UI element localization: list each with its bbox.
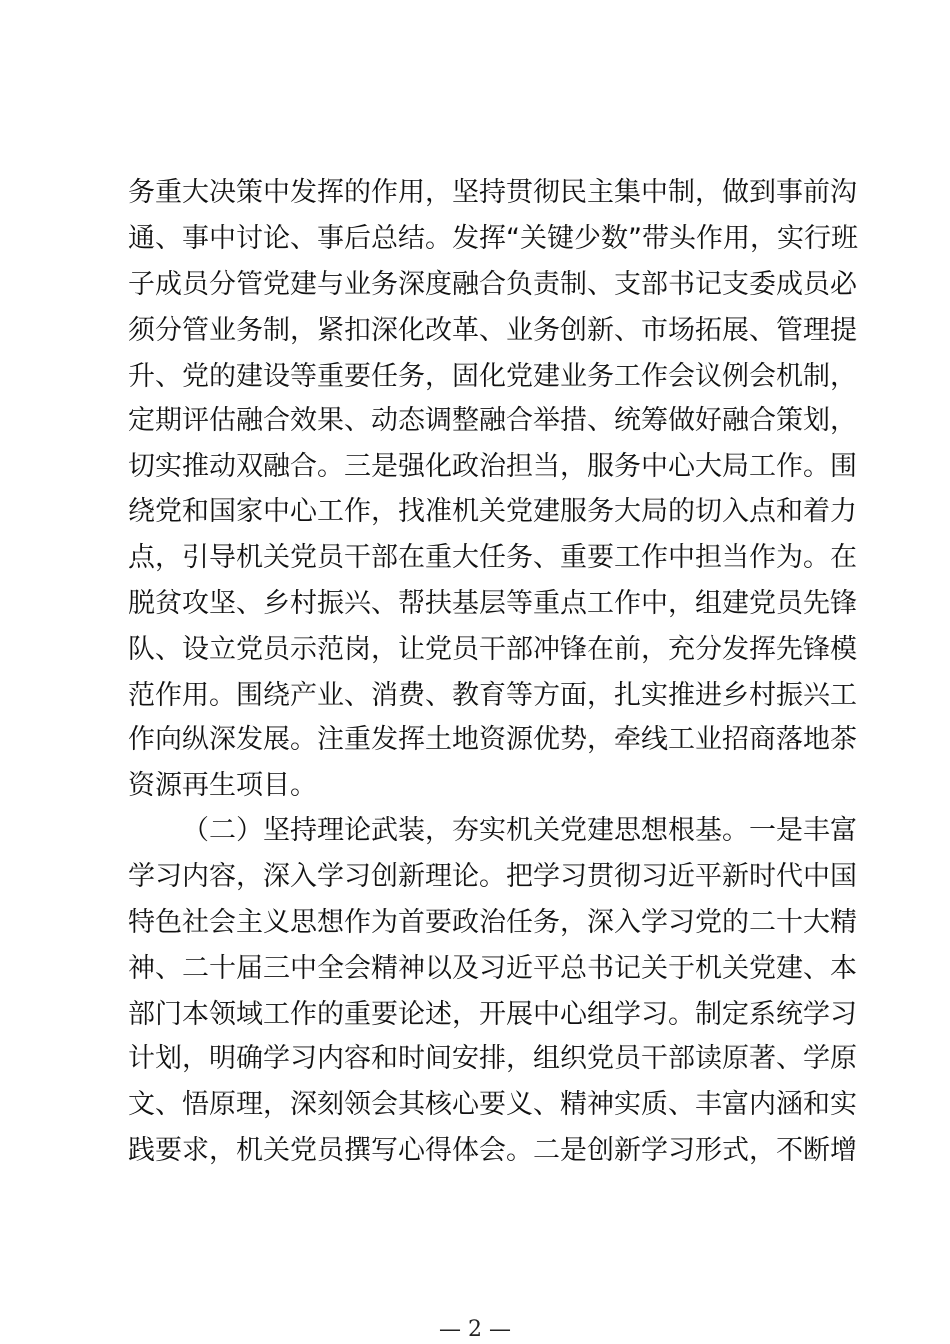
- body-text-line: 升、党的建设等重要任务，固化党建业务工作会议例会机制，: [128, 361, 857, 392]
- body-text-line: 资源再生项目。: [128, 770, 317, 801]
- body-text-line: 计划，明确学习内容和时间安排，组织党员干部读原著、学原: [128, 1043, 857, 1074]
- body-text-line: 作向纵深发展。注重发挥土地资源优势，牵线工业招商落地茶: [128, 724, 857, 755]
- body-text-line: 队、设立党员示范岗，让党员干部冲锋在前，充分发挥先锋模: [128, 634, 857, 665]
- body-text-line: 务重大决策中发挥的作用，坚持贯彻民主集中制，做到事前沟: [128, 177, 857, 208]
- body-text-line: 神、二十届三中全会精神以及习近平总书记关于机关党建、本: [128, 953, 857, 984]
- section-heading-line: （二）坚持理论武装，夯实机关党建思想根基。一是丰富: [182, 815, 857, 846]
- body-text-line: 子成员分管党建与业务深度融合负责制、支部书记支委成员必: [128, 269, 857, 300]
- body-text-line: 点，引导机关党员干部在重大任务、重要工作中担当作为。在: [128, 542, 857, 573]
- body-text-line: 特色社会主义思想作为首要政治任务，深入学习党的二十大精: [128, 907, 857, 938]
- page-number: — 2 —: [439, 1317, 511, 1342]
- body-text-line: 通、事中讨论、事后总结。发挥“关键少数”带头作用，实行班: [128, 223, 858, 254]
- body-text-line: 脱贫攻坚、乡村振兴、帮扶基层等重点工作中，组建党员先锋: [128, 588, 857, 619]
- body-text-line: 践要求，机关党员撰写心得体会。二是创新学习形式，不断增: [128, 1135, 857, 1166]
- body-text-line: 切实推动双融合。三是强化政治担当，服务中心大局工作。围: [128, 451, 857, 482]
- body-text-line: 学习内容，深入学习创新理论。把学习贯彻习近平新时代中国: [128, 861, 857, 892]
- body-text-line: 绕党和国家中心工作，找准机关党建服务大局的切入点和着力: [128, 496, 857, 527]
- body-text-line: 须分管业务制，紧扣深化改革、业务创新、市场拓展、管理提: [128, 315, 857, 346]
- body-text-line: 部门本领域工作的重要论述，开展中心组学习。制定系统学习: [128, 999, 857, 1030]
- body-text-line: 定期评估融合效果、动态调整融合举措、统筹做好融合策划，: [128, 405, 857, 436]
- body-text-line: 范作用。围绕产业、消费、教育等方面，扎实推进乡村振兴工: [128, 680, 857, 711]
- body-text-line: 文、悟原理，深刻领会其核心要义、精神实质、丰富内涵和实: [128, 1089, 857, 1120]
